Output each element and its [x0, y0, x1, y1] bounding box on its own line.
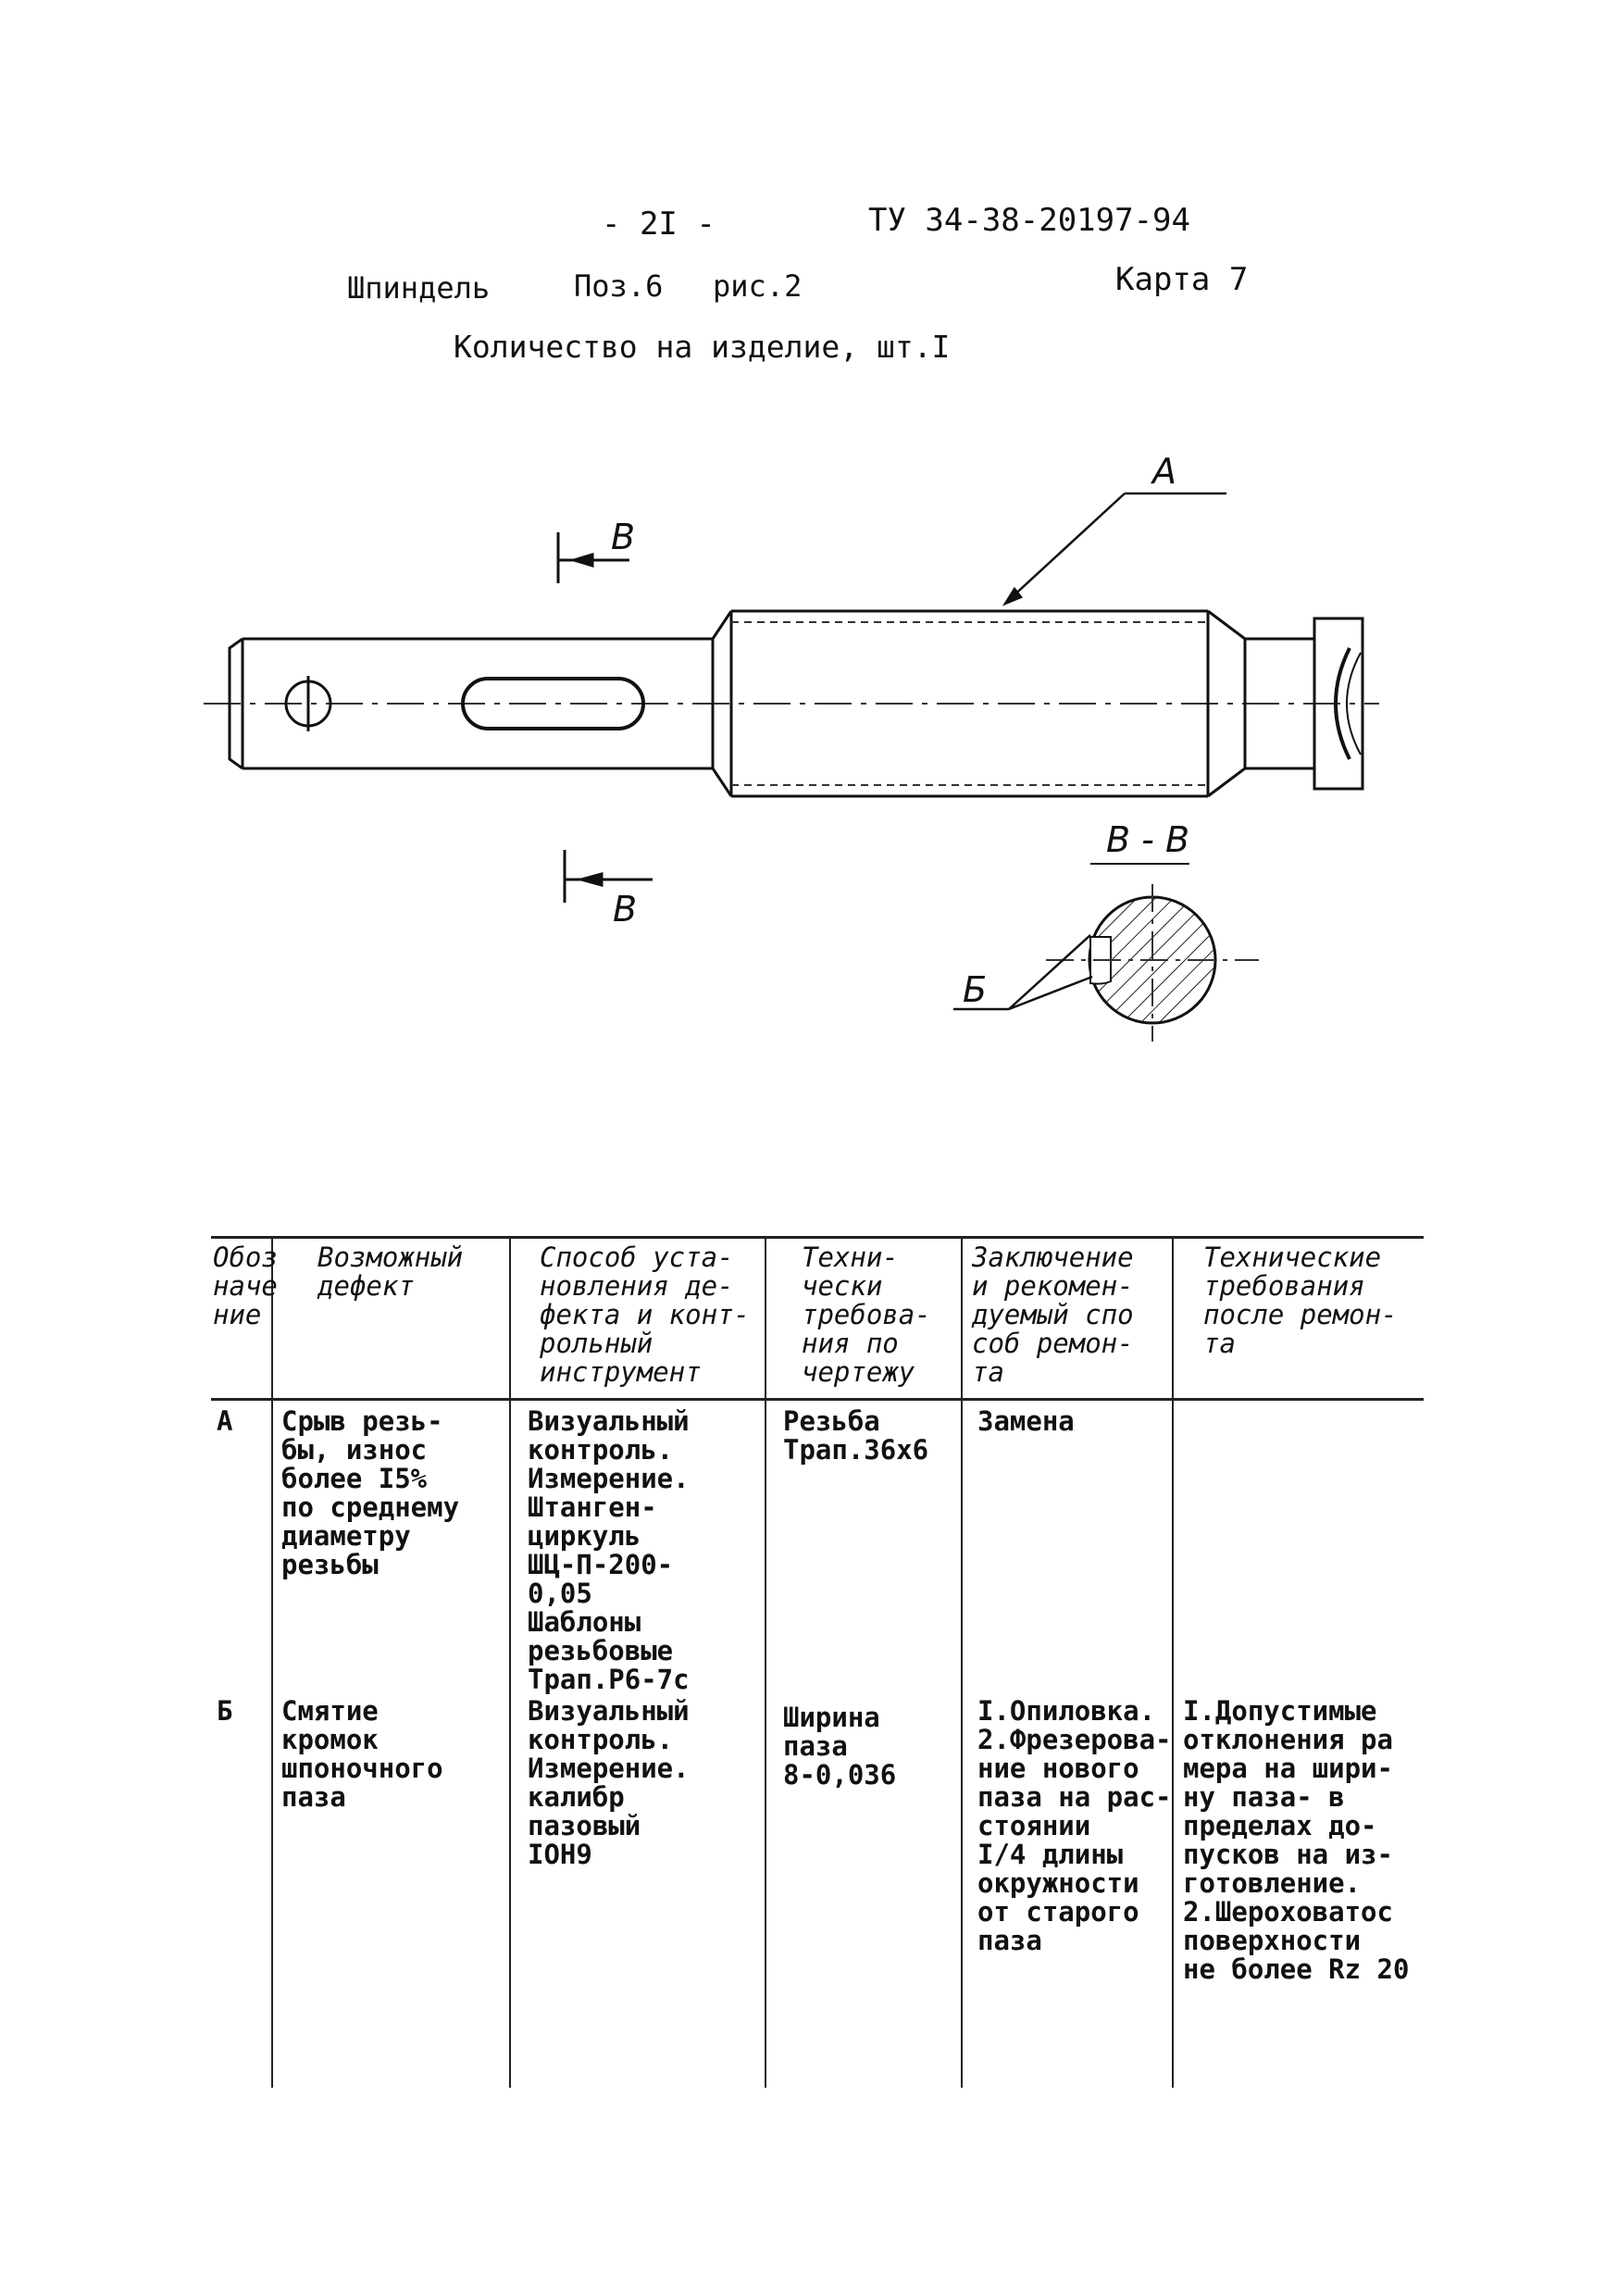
- table-row-b-designation: Б: [217, 1695, 233, 1727]
- table-row-a-defect: Срыв резь- бы, износ более I5% по среднему диаметру резьбы: [281, 1405, 460, 1580]
- section-view: [1046, 884, 1259, 1042]
- quantity-per-product: Количество на изделие, шт.I: [454, 329, 951, 365]
- section-title: В - В: [1106, 819, 1190, 860]
- defect-table: [211, 1236, 1424, 2088]
- page-number: - 2I -: [602, 206, 716, 243]
- table-row-a-method: Визуальный контроль. Измерение. Штанген- циркуль ШЦ-П-200- 0,05 Шаблоны резьбовые Трап.Р6-7с: [528, 1405, 690, 1695]
- table-row-b-method: Визуальный контроль. Измерение. калибр пазовый IОН9: [528, 1695, 690, 1870]
- table-row-b-requirement: Ширина паза 8-0,036: [783, 1702, 897, 1791]
- col-divider-1: [271, 1236, 273, 2088]
- spindle-drawing: [0, 0, 1618, 1111]
- table-row-a-conclusion: Замена: [977, 1405, 1075, 1437]
- table-row-b-conclusion: I.Опиловка. 2.Фрезерова- ние нового паза на рас- стоянии I/4 длины окружности от старого паза: [977, 1695, 1172, 1956]
- table-header-rule: [211, 1398, 1424, 1401]
- header-method: Способ уста- новления де- фекта и конт- рольный инструмент: [540, 1242, 750, 1388]
- header-requirement: Техни- чески требова- ния по чертежу: [802, 1242, 931, 1388]
- col-divider-2: [509, 1236, 511, 2088]
- leader-a: [1005, 493, 1226, 604]
- section-letter-top: В: [611, 517, 636, 557]
- col-divider-4: [961, 1236, 963, 2088]
- header-after-repair: Технические требования после ремон- та: [1203, 1242, 1398, 1359]
- header-conclusion: Заключение и рекомен- дуемый спо соб ремон- та: [972, 1242, 1134, 1388]
- card-number: Карта 7: [1115, 261, 1249, 298]
- section-mark-bottom: [565, 850, 653, 903]
- table-row-b-after-repair: I.Допустимые отклонения ра мера на шири- ну паза- в пределах до- пусков на из- готовление. 2.Шероховатос поверхности не более Rz 20: [1183, 1695, 1410, 1985]
- col-divider-3: [765, 1236, 766, 2088]
- table-row-a-designation: А: [217, 1405, 233, 1437]
- key-slot: [463, 679, 643, 729]
- document-code: ТУ 34-38-20197-94: [868, 202, 1190, 239]
- table-row-b-defect: Смятие кромок шпоночного паза: [281, 1695, 443, 1813]
- table-row-a-requirement: Резьба Трап.36х6: [783, 1405, 929, 1466]
- part-name: Шпиндель: [347, 270, 491, 306]
- table-top-rule: [211, 1236, 1424, 1239]
- figure-reference: рис.2: [713, 268, 803, 304]
- label-a: А: [1152, 451, 1176, 492]
- header-designation: Обоз наче ние: [213, 1242, 278, 1330]
- col-divider-5: [1172, 1236, 1174, 2088]
- section-letter-bottom: В: [613, 889, 638, 930]
- header-defect: Возможный дефект: [317, 1242, 464, 1302]
- position-number: Поз.6: [574, 268, 664, 304]
- label-b: Б: [963, 969, 988, 1010]
